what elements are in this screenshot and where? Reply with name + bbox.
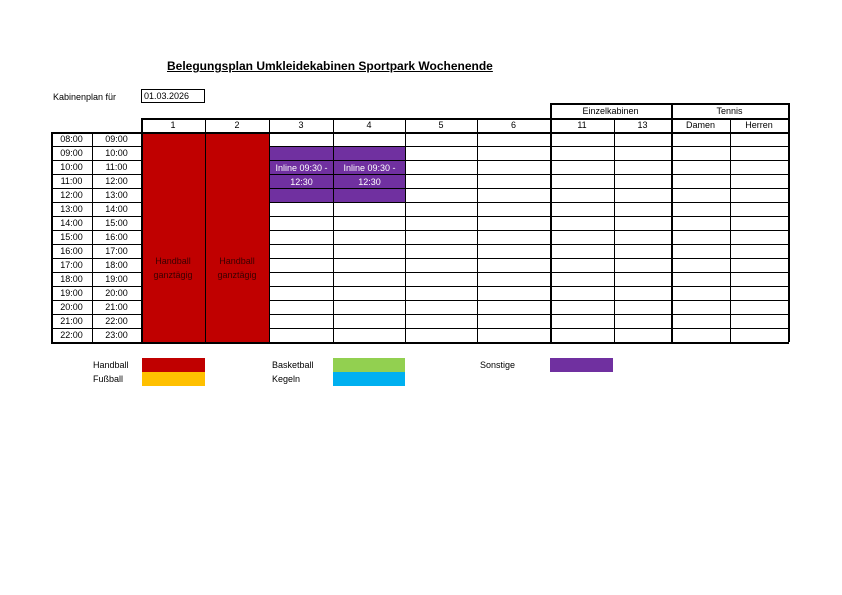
- table-cell[interactable]: [614, 258, 671, 272]
- table-cell[interactable]: [550, 286, 614, 300]
- time-to: 19:00: [105, 274, 128, 284]
- grid-line: [269, 160, 788, 161]
- table-cell[interactable]: [477, 300, 550, 314]
- grid-line: [92, 132, 93, 342]
- grid-line: [269, 286, 788, 287]
- table-cell[interactable]: [730, 272, 788, 286]
- grid-line: [269, 230, 788, 231]
- table-cell[interactable]: [550, 174, 614, 188]
- table-cell[interactable]: [671, 216, 730, 230]
- table-cell[interactable]: [614, 272, 671, 286]
- table-cell[interactable]: [477, 202, 550, 216]
- time-from: 20:00: [60, 302, 83, 312]
- table-cell[interactable]: [477, 216, 550, 230]
- plan-label: Kabinenplan für: [53, 92, 117, 102]
- table-cell[interactable]: [477, 258, 550, 272]
- table-cell[interactable]: [269, 328, 333, 342]
- table-cell[interactable]: [730, 286, 788, 300]
- table-cell[interactable]: [671, 286, 730, 300]
- time-from: 13:00: [60, 204, 83, 214]
- time-from: 16:00: [60, 246, 83, 256]
- table-cell[interactable]: [477, 230, 550, 244]
- time-from: 19:00: [60, 288, 83, 298]
- table-cell[interactable]: [333, 216, 405, 230]
- time-to: 18:00: [105, 260, 128, 270]
- table-cell[interactable]: [333, 314, 405, 328]
- legend-label-sonstige: Sonstige: [480, 360, 516, 370]
- table-cell[interactable]: [671, 146, 730, 160]
- column-header: 3: [298, 120, 304, 130]
- table-cell[interactable]: [405, 244, 477, 258]
- table-cell[interactable]: [405, 216, 477, 230]
- grid-line: [788, 103, 790, 118]
- table-cell[interactable]: [671, 230, 730, 244]
- time-to: 15:00: [105, 218, 128, 228]
- table-cell[interactable]: [269, 300, 333, 314]
- table-cell[interactable]: [269, 230, 333, 244]
- grid-line: [614, 118, 615, 342]
- grid-line: [51, 342, 789, 344]
- table-cell[interactable]: [550, 230, 614, 244]
- booking-handball-cabin2[interactable]: [205, 132, 269, 342]
- table-cell[interactable]: [269, 272, 333, 286]
- table-cell[interactable]: [477, 146, 550, 160]
- time-from: 22:00: [60, 330, 83, 340]
- time-to: 23:00: [105, 330, 128, 340]
- legend-swatch-handball: [142, 358, 205, 372]
- table-cell[interactable]: [405, 328, 477, 342]
- grid-line: [550, 103, 789, 105]
- time-from: 09:00: [60, 148, 83, 158]
- table-cell[interactable]: [550, 216, 614, 230]
- legend-label-handball: Handball: [93, 360, 129, 370]
- grid-line: [141, 118, 143, 342]
- table-cell[interactable]: [730, 258, 788, 272]
- time-to: 11:00: [105, 162, 128, 172]
- column-header: Herren: [745, 120, 773, 130]
- grid-line: [51, 174, 141, 175]
- date-field[interactable]: 01.03.2026: [141, 89, 205, 103]
- table-cell[interactable]: [477, 314, 550, 328]
- grid-line: [51, 272, 141, 273]
- table-cell[interactable]: [671, 258, 730, 272]
- time-to: 20:00: [105, 288, 128, 298]
- grid-line: [671, 103, 673, 118]
- table-cell[interactable]: [730, 160, 788, 174]
- time-from: 08:00: [60, 134, 83, 144]
- table-cell[interactable]: [405, 272, 477, 286]
- legend-swatch-basketball: [333, 358, 405, 372]
- legend-label-kegeln: Kegeln: [272, 374, 301, 384]
- grid-line: [51, 216, 141, 217]
- table-cell[interactable]: [550, 160, 614, 174]
- table-cell[interactable]: [269, 216, 333, 230]
- grid-line: [51, 258, 141, 259]
- table-cell[interactable]: [614, 328, 671, 342]
- table-cell[interactable]: [550, 244, 614, 258]
- legend-swatch-fussball: [142, 372, 205, 386]
- group-header-einzelkabinen: Einzelkabinen: [582, 105, 639, 116]
- table-cell[interactable]: [333, 328, 405, 342]
- time-from: 12:00: [60, 190, 83, 200]
- table-cell[interactable]: [730, 146, 788, 160]
- legend-swatch-sonstige: [550, 358, 613, 372]
- grid-line: [51, 314, 141, 315]
- table-cell[interactable]: [405, 202, 477, 216]
- column-header: 2: [234, 120, 240, 130]
- table-cell[interactable]: [671, 202, 730, 216]
- time-to: 21:00: [105, 302, 128, 312]
- table-cell[interactable]: [730, 132, 788, 146]
- column-header: Damen: [685, 120, 715, 130]
- table-cell[interactable]: [614, 174, 671, 188]
- table-cell[interactable]: [730, 244, 788, 258]
- grid-line: [269, 146, 788, 147]
- grid-line: [269, 244, 788, 245]
- table-cell[interactable]: [269, 314, 333, 328]
- time-from: 21:00: [60, 316, 83, 326]
- table-cell[interactable]: [269, 286, 333, 300]
- time-from: 14:00: [60, 218, 83, 228]
- table-cell[interactable]: [614, 244, 671, 258]
- grid-line: [269, 300, 788, 301]
- table-cell[interactable]: [550, 258, 614, 272]
- table-cell[interactable]: [671, 328, 730, 342]
- table-cell[interactable]: [671, 314, 730, 328]
- table-cell[interactable]: [333, 202, 405, 216]
- time-from: 11:00: [60, 176, 83, 186]
- table-cell[interactable]: [614, 146, 671, 160]
- table-cell[interactable]: [333, 300, 405, 314]
- table-cell[interactable]: [614, 300, 671, 314]
- time-to: 10:00: [105, 148, 128, 158]
- table-cell[interactable]: [333, 244, 405, 258]
- table-cell[interactable]: [405, 300, 477, 314]
- grid-line: [730, 118, 731, 342]
- grid-line: [51, 286, 141, 287]
- table-cell[interactable]: [614, 230, 671, 244]
- table-cell[interactable]: [477, 188, 550, 202]
- table-cell[interactable]: [730, 188, 788, 202]
- legend-label-fussball: Fußball: [93, 374, 124, 384]
- grid-line: [671, 118, 673, 342]
- grid-line: [51, 202, 141, 203]
- table-cell[interactable]: [405, 286, 477, 300]
- column-header: 1: [170, 120, 176, 130]
- table-cell[interactable]: [614, 216, 671, 230]
- table-cell[interactable]: [405, 174, 477, 188]
- table-cell[interactable]: [671, 300, 730, 314]
- grid-line: [550, 118, 552, 342]
- table-cell[interactable]: [477, 328, 550, 342]
- column-header: 13: [637, 120, 648, 130]
- column-header: 6: [510, 120, 516, 130]
- grid-line: [269, 216, 788, 217]
- booking-text: Handball: [155, 256, 191, 266]
- table-cell[interactable]: [671, 188, 730, 202]
- table-cell[interactable]: [550, 188, 614, 202]
- table-cell[interactable]: [730, 328, 788, 342]
- table-cell[interactable]: [550, 202, 614, 216]
- table-cell[interactable]: [333, 272, 405, 286]
- table-cell[interactable]: [550, 146, 614, 160]
- booking-text: Handball: [219, 256, 255, 266]
- grid-line: [51, 328, 141, 329]
- table-cell[interactable]: [477, 272, 550, 286]
- grid-line: [550, 103, 552, 118]
- time-from: 18:00: [60, 274, 83, 284]
- table-cell[interactable]: [730, 174, 788, 188]
- grid-line: [269, 188, 788, 189]
- table-cell[interactable]: [614, 314, 671, 328]
- time-to: 14:00: [105, 204, 128, 214]
- grid-line: [51, 230, 141, 231]
- table-cell[interactable]: [333, 286, 405, 300]
- grid-line: [333, 118, 334, 342]
- table-cell[interactable]: [671, 174, 730, 188]
- grid-line: [788, 118, 790, 342]
- table-cell[interactable]: [269, 132, 333, 146]
- table-cell[interactable]: [550, 132, 614, 146]
- table-cell[interactable]: [405, 258, 477, 272]
- booking-text: ganztägig: [217, 270, 257, 280]
- group-header-tennis: Tennis: [716, 105, 743, 116]
- grid-line: [477, 118, 478, 342]
- grid-line: [205, 118, 206, 342]
- grid-line: [51, 188, 141, 189]
- table-cell[interactable]: [269, 244, 333, 258]
- time-to: 12:00: [105, 176, 128, 186]
- table-cell[interactable]: [614, 202, 671, 216]
- grid-line: [51, 300, 141, 301]
- booking-text: Inline 09:30 -: [275, 162, 328, 173]
- time-to: 13:00: [105, 190, 128, 200]
- booking-text: Inline 09:30 -: [343, 162, 396, 173]
- page-title: Belegungsplan Umkleidekabinen Sportpark Wochenende: [167, 59, 493, 73]
- time-from: 10:00: [60, 162, 83, 172]
- booking-text: 12:30: [290, 176, 313, 187]
- time-to: 09:00: [105, 134, 128, 144]
- grid-line: [269, 174, 788, 175]
- table-cell[interactable]: [671, 160, 730, 174]
- table-cell[interactable]: [477, 132, 550, 146]
- table-cell[interactable]: [269, 258, 333, 272]
- table-cell[interactable]: [614, 188, 671, 202]
- legend-label-basketball: Basketball: [272, 360, 314, 370]
- table-cell[interactable]: [550, 328, 614, 342]
- table-cell[interactable]: [730, 230, 788, 244]
- table-cell[interactable]: [614, 160, 671, 174]
- table-cell[interactable]: [550, 314, 614, 328]
- grid-line: [269, 202, 788, 203]
- table-cell[interactable]: [405, 230, 477, 244]
- legend-swatch-kegeln: [333, 372, 405, 386]
- grid-line: [269, 314, 788, 315]
- time-from: 15:00: [60, 232, 83, 242]
- table-cell[interactable]: [333, 132, 405, 146]
- table-cell[interactable]: [477, 286, 550, 300]
- table-cell[interactable]: [333, 230, 405, 244]
- table-cell[interactable]: [550, 272, 614, 286]
- column-header: 4: [366, 120, 372, 130]
- table-cell[interactable]: [730, 314, 788, 328]
- table-cell[interactable]: [269, 202, 333, 216]
- booking-handball-cabin1[interactable]: [141, 132, 205, 342]
- table-cell[interactable]: [614, 286, 671, 300]
- table-cell[interactable]: [405, 160, 477, 174]
- table-cell[interactable]: [405, 146, 477, 160]
- table-cell[interactable]: [671, 132, 730, 146]
- grid-line: [405, 118, 406, 342]
- time-to: 22:00: [105, 316, 128, 326]
- booking-text: ganztägig: [153, 270, 193, 280]
- column-header: 11: [577, 120, 587, 130]
- grid-line: [269, 272, 788, 273]
- grid-line: [269, 258, 788, 259]
- grid-line: [51, 146, 141, 147]
- table-cell[interactable]: [730, 202, 788, 216]
- table-cell[interactable]: [477, 160, 550, 174]
- booking-text: 12:30: [358, 176, 381, 187]
- grid-line: [51, 244, 141, 245]
- column-header: 5: [438, 120, 444, 130]
- time-to: 17:00: [105, 246, 128, 256]
- table-cell[interactable]: [333, 258, 405, 272]
- time-to: 16:00: [105, 232, 128, 242]
- table-cell[interactable]: [405, 132, 477, 146]
- grid-line: [269, 118, 270, 342]
- table-cell[interactable]: [671, 272, 730, 286]
- grid-line: [51, 160, 141, 161]
- grid-line: [51, 132, 789, 134]
- table-cell[interactable]: [730, 300, 788, 314]
- grid-line: [269, 328, 788, 329]
- table-cell[interactable]: [405, 188, 477, 202]
- table-cell[interactable]: [477, 174, 550, 188]
- time-from: 17:00: [60, 260, 83, 270]
- table-cell[interactable]: [671, 244, 730, 258]
- grid-line: [51, 132, 53, 342]
- table-cell[interactable]: [614, 132, 671, 146]
- table-cell[interactable]: [730, 216, 788, 230]
- grid-line: [141, 118, 789, 120]
- table-cell[interactable]: [550, 300, 614, 314]
- table-cell[interactable]: [405, 314, 477, 328]
- table-cell[interactable]: [477, 244, 550, 258]
